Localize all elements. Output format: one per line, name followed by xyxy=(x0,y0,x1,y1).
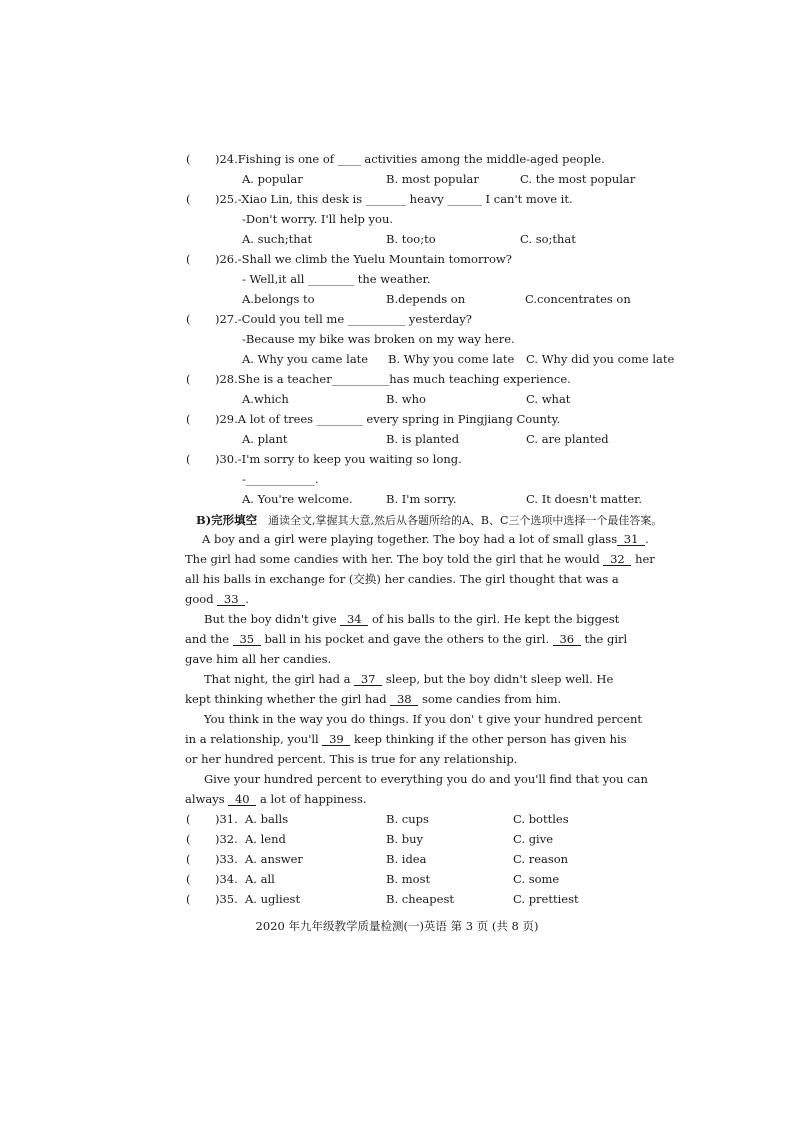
page-footer: 2020 年九年级教学质量检测(一)英语 第 3 页 (共 8 页) xyxy=(255,919,539,933)
option-b: B. cheapest xyxy=(386,892,454,906)
option-b: B. I'm sorry. xyxy=(386,492,457,506)
paragraph-line: The girl had some candies with her. The boy told the girl that he would 32 her xyxy=(185,552,655,566)
option-a: A. plant xyxy=(242,432,288,446)
option-c: C.concentrates on xyxy=(525,292,631,306)
option-b: B. most popular xyxy=(386,172,479,186)
option-c: C. Why did you come late xyxy=(526,352,675,366)
option-a: A. lend xyxy=(245,832,286,846)
option-a: A. balls xyxy=(245,812,289,826)
option-a: A. popular xyxy=(242,172,303,186)
question-number: )27. xyxy=(215,312,238,326)
blank-34: 34 xyxy=(340,613,368,626)
exam-page: ( )24.Fishing is one of ____ activities among the middle-aged people. A. popular B. most popular C. the most popular ( )25.-Xiao Lin, this desk is _______ heavy ______ I can't move it. -Don't worry. I'll help you. A. such;that B. too;to C. so;that ( )26.-Shall we climb the Yuelu Mountain tomorrow? - Well,it all ________ the weather. A.belongs to B.depends on C.concentrates on ( )27.-Could you tell me __________ yesterday? -Because my bike was broken on my way here. A. Why you came late B. Why you come late C. Why did you come late ( )28.She is a teacher__________has much teaching experience. A.which B. who C. what ( )29.A lot of trees ________ every spring in Pingjiang County. A. plant B. is planted C. are planted ( )30.-I'm sorry to keep you waiting so long. -____________. A. You're welcome. B. I'm sorry. C. It doesn't matter. B)完形填空 通读全文,掌握其大意,然后从各题所给的A、B、C三个选项中选择一个最佳答案。 A boy and a girl were playing together. The boy had a lot of small glass 31 . The girl had some candies with her. The boy told the girl that he would 32 her all his balls in exchange for (交换) her candies. The girl thought that was a good 33 . But the boy didn't give 34 of his balls to the girl. He kept the biggest and the 35 ball in his pocket and gave the others to the girl. 36 the girl gave him all her candies. That night, the girl had a 37 sleep, but the boy didn't sleep well. He kept thinking whether the girl had 38 some candies from him. You think in the way you do things. If you don' t give your hundred percent in a relationship, you'll 39 keep thinking if the other person has given his or her hundred percent. This is true for any relationship. Give your hundred percent to everything you do and you'll find that you can always 40 a lot of happiness. ( )31. A. balls B. cups C. bottles ( )32. A. lend B. buy C. give ( )33. A. answer B. idea C. reason ( )34. A. all B. most C. some ( )35. A. ugliest B. cheapest C. prettiest 2020 年九年级教学质量检测(一)英语 第 3 页 (共 8 页) xyxy=(0,0,794,1123)
blank-31: 31 xyxy=(617,533,645,546)
paragraph-line: Give your hundred percent to everything you do and you'll find that you can xyxy=(204,772,648,786)
question-number: )25. xyxy=(215,192,238,206)
question-text-2: - Well,it all ________ the weather. xyxy=(242,272,431,286)
question-number: )26. xyxy=(215,252,238,266)
question-number: )24. xyxy=(215,152,238,166)
question-number: )31. xyxy=(215,812,238,826)
question-number: )35. xyxy=(215,892,238,906)
option-b: B. is planted xyxy=(386,432,460,446)
paragraph-line: and the 35 ball in his pocket and gave the others to the girl. 36 the girl xyxy=(185,632,628,646)
paragraph-line: always 40 a lot of happiness. xyxy=(185,792,367,806)
question-number: )29. xyxy=(215,412,238,426)
blank-36: 36 xyxy=(553,633,581,646)
paragraph-line: in a relationship, you'll 39 keep thinking if the other person has given his xyxy=(185,732,627,746)
paragraph-line: all his balls in exchange for (交换) her candies. The girl thought that was a xyxy=(185,572,619,586)
option-a: A.belongs to xyxy=(242,292,315,306)
question-number: )30. xyxy=(215,452,238,466)
blank-35: 35 xyxy=(233,633,261,646)
option-a: A. answer xyxy=(245,852,303,866)
question-number: )33. xyxy=(215,852,238,866)
paragraph-line: gave him all her candies. xyxy=(185,652,332,666)
option-b: B. buy xyxy=(386,832,424,846)
blank-39: 39 xyxy=(322,733,350,746)
paragraph-line: That night, the girl had a 37 sleep, but the boy didn't sleep well. He xyxy=(204,672,614,686)
paragraph-line: or her hundred percent. This is true for any relationship. xyxy=(185,752,518,766)
answer-paren: ( xyxy=(186,412,191,426)
paragraph-line: good 33 . xyxy=(185,592,249,606)
paragraph-line: But the boy didn't give 34 of his balls to the girl. He kept the biggest xyxy=(204,612,620,626)
option-b: B.depends on xyxy=(386,292,466,306)
option-c: C. so;that xyxy=(520,232,576,246)
question-number: )32. xyxy=(215,832,238,846)
blank-38: 38 xyxy=(390,693,418,706)
question-text: Fishing is one of ____ activities among the middle-aged people. xyxy=(237,152,605,166)
answer-paren: ( xyxy=(186,452,191,466)
answer-paren: ( xyxy=(186,372,191,386)
answer-paren: ( xyxy=(186,192,191,206)
option-b: B. most xyxy=(386,872,431,886)
question-text-2: -Because my bike was broken on my way here. xyxy=(242,332,515,346)
paragraph-line: You think in the way you do things. If you don' t give your hundred percent xyxy=(204,712,643,726)
blank-33: 33 xyxy=(217,593,245,606)
section-title: B)完形填空 xyxy=(196,513,258,527)
option-b: B. who xyxy=(386,392,426,406)
blank-32: 32 xyxy=(603,553,631,566)
question-text: A lot of trees ________ every spring in Pingjiang County. xyxy=(237,412,561,426)
option-b: B. idea xyxy=(386,852,427,866)
blank-37: 37 xyxy=(354,673,382,686)
answer-paren: ( xyxy=(186,152,191,166)
question-text: -I'm sorry to keep you waiting so long. xyxy=(237,452,462,466)
question-number: )28. xyxy=(215,372,238,386)
answer-paren: ( xyxy=(186,312,191,326)
question-text: -Could you tell me __________ yesterday? xyxy=(237,312,472,326)
option-c: C. some xyxy=(513,872,560,886)
option-c: C. the most popular xyxy=(520,172,636,186)
option-a: A. all xyxy=(245,872,275,886)
question-number: )34. xyxy=(215,872,238,886)
answer-paren: ( xyxy=(186,252,191,266)
paragraph-line: A boy and a girl were playing together. The boy had a lot of small glass 31 . xyxy=(202,532,649,546)
option-c: C. what xyxy=(526,392,571,406)
question-text: She is a teacher__________has much teaching experience. xyxy=(237,372,571,386)
option-c: C. are planted xyxy=(526,432,609,446)
option-a: A. ugliest xyxy=(245,892,301,906)
question-text-2: -____________. xyxy=(242,472,319,486)
option-b: B. too;to xyxy=(386,232,436,246)
section-instruction: 通读全文,掌握其大意,然后从各题所给的A、B、C三个选项中选择一个最佳答案。 xyxy=(268,514,663,527)
question-text: -Xiao Lin, this desk is _______ heavy ______ I can't move it. xyxy=(237,192,573,206)
option-a: A. You're welcome. xyxy=(242,492,353,506)
question-text: -Shall we climb the Yuelu Mountain tomorrow? xyxy=(237,252,512,266)
option-c: C. reason xyxy=(513,852,569,866)
option-a: A.which xyxy=(242,392,289,406)
option-b: B. Why you come late xyxy=(388,352,515,366)
paragraph-line: kept thinking whether the girl had 38 some candies from him. xyxy=(185,692,562,706)
question-text-2: -Don't worry. I'll help you. xyxy=(242,212,394,226)
blank-40: 40 xyxy=(228,793,256,806)
option-c: C. give xyxy=(513,832,554,846)
option-c: C. prettiest xyxy=(513,892,579,906)
option-b: B. cups xyxy=(386,812,429,826)
option-a: A. such;that xyxy=(242,232,313,246)
option-c: C. bottles xyxy=(513,812,569,826)
option-c: C. It doesn't matter. xyxy=(526,492,643,506)
option-a: A. Why you came late xyxy=(242,352,369,366)
